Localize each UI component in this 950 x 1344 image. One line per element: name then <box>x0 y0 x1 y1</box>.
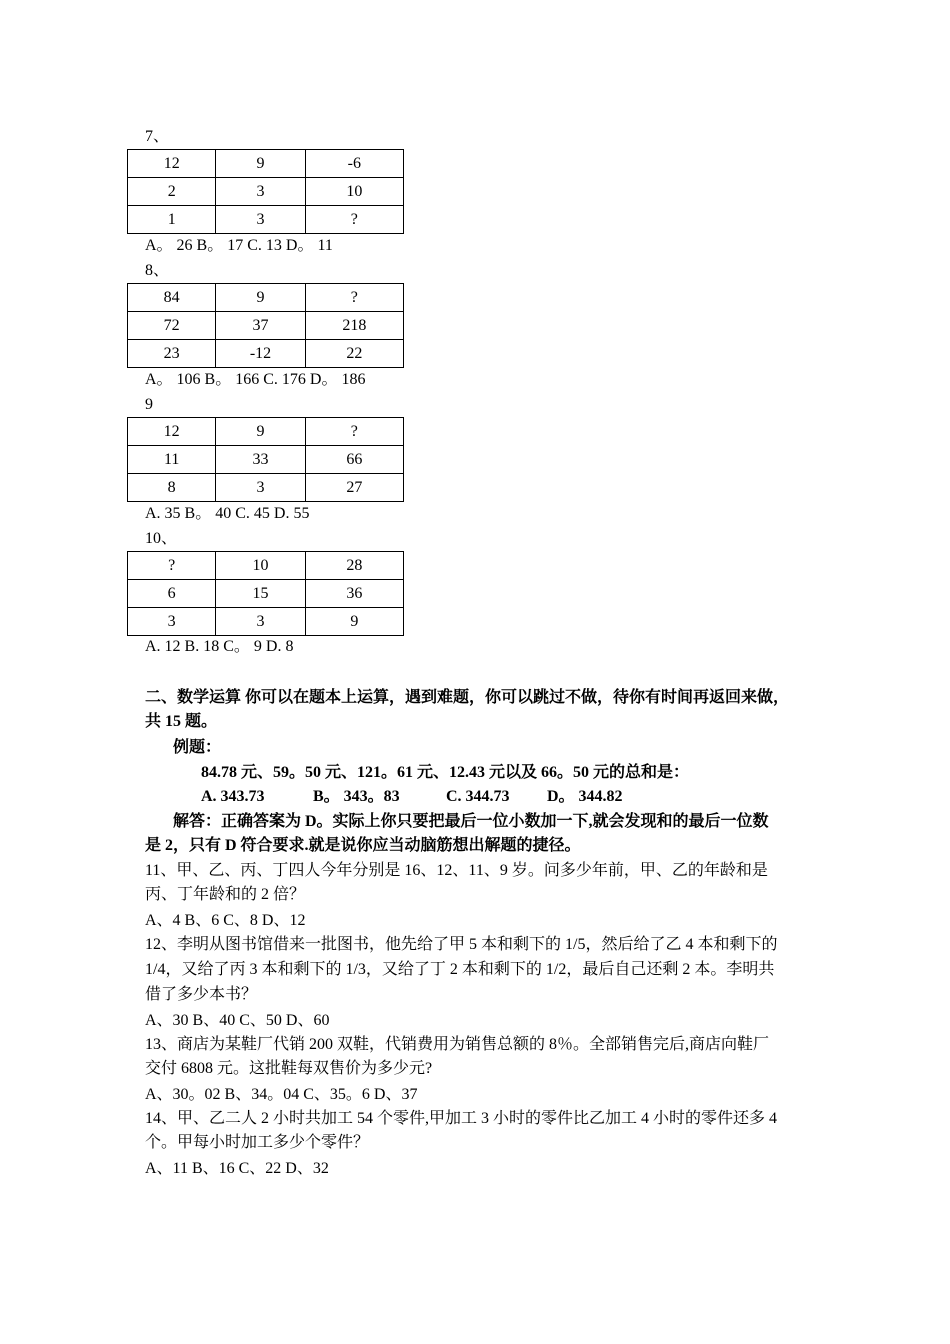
question-10-options: A. 12 B. 18 C。 9 D. 8 <box>145 638 294 655</box>
table-cell: -12 <box>216 340 305 368</box>
table-row <box>128 312 404 340</box>
table-row <box>128 446 404 474</box>
table-row <box>128 340 404 368</box>
table-cell: ? <box>305 418 403 446</box>
table-cell: 1 <box>128 206 216 234</box>
question-11-line-1: 11、甲、乙、丙、丁四人今年分别是 16、12、11、9 岁。问多少年前，甲、乙的年龄和是 <box>145 862 768 879</box>
table-cell: 9 <box>216 150 305 178</box>
example-option-a: A. 343.73 <box>201 788 265 805</box>
example-option-b: B。 343。83 <box>313 788 400 805</box>
question-11-line-2: 丙、丁年龄和的 2 倍？ <box>145 886 306 903</box>
table-row <box>128 580 404 608</box>
table-row <box>128 284 404 312</box>
question-14-line-2: 个。甲每小时加工多少个零件？ <box>145 1134 370 1151</box>
table-cell: 9 <box>216 418 305 446</box>
table-row <box>128 418 404 446</box>
table-cell: 28 <box>305 552 403 580</box>
table-row <box>128 552 404 580</box>
example-option-d: D。 344.82 <box>547 788 623 805</box>
table-cell: 15 <box>216 580 305 608</box>
table-cell: 3 <box>216 206 305 234</box>
table-cell: ? <box>305 206 403 234</box>
question-12-line-1: 12、李明从图书馆借来一批图书，他先给了甲 5 本和剩下的 1/5，然后给了乙 4 本和剩下的 <box>145 936 778 953</box>
question-9-table <box>127 417 404 502</box>
table-cell: 12 <box>128 150 216 178</box>
question-14-line-1: 14、甲、乙二人 2 小时共加工 54 个零件,甲加工 3 小时的零件比乙加工 4 小时的零件还多 4 <box>145 1110 778 1127</box>
answer-line-2: 是 2，只有 D 符合要求.就是说你应当动脑筋想出解题的捷径。 <box>145 837 581 854</box>
answer-line-1: 解答：正确答案为 D。实际上你只要把最后一位小数加一下,就会发现和的最后一位数 <box>173 813 769 830</box>
question-10-table <box>127 551 404 636</box>
table-cell: 3 <box>216 178 305 206</box>
table-cell: 33 <box>216 446 305 474</box>
table-row <box>128 150 404 178</box>
table-row <box>128 608 404 636</box>
table-row <box>128 206 404 234</box>
question-8-label: 8、 <box>145 262 170 279</box>
question-14-options: A、11 B、16 C、22 D、32 <box>145 1160 329 1177</box>
question-9-options: A. 35 B。 40 C. 45 D. 55 <box>145 505 310 522</box>
table-cell: 2 <box>128 178 216 206</box>
table-cell: 3 <box>216 608 305 636</box>
table-cell: 10 <box>305 178 403 206</box>
table-cell: 6 <box>128 580 216 608</box>
table-cell: 10 <box>216 552 305 580</box>
table-cell: ? <box>305 284 403 312</box>
table-row <box>128 474 404 502</box>
question-12-options: A、30 B、40 C、50 D、60 <box>145 1012 330 1029</box>
table-cell: 22 <box>305 340 403 368</box>
question-13-line-1: 13、商店为某鞋厂代销 200 双鞋，代销费用为销售总额的 8％。全部销售完后,商店向鞋厂 <box>145 1036 770 1053</box>
table-row <box>128 178 404 206</box>
question-12-line-3: 借了多少本书？ <box>145 986 258 1003</box>
table-cell: 84 <box>128 284 216 312</box>
table-cell: 3 <box>216 474 305 502</box>
table-cell: 218 <box>305 312 403 340</box>
table-cell: -6 <box>305 150 403 178</box>
table-cell: ? <box>128 552 216 580</box>
table-cell: 37 <box>216 312 305 340</box>
table-cell: 3 <box>128 608 216 636</box>
table-cell: 12 <box>128 418 216 446</box>
question-8-options: A。 106 B。 166 C. 176 D。 186 <box>145 371 366 388</box>
example-label: 例题： <box>173 739 222 756</box>
table-cell: 9 <box>216 284 305 312</box>
table-cell: 66 <box>305 446 403 474</box>
question-9-label: 9 <box>145 396 153 413</box>
question-7-options: A。 26 B。 17 C. 13 D。 11 <box>145 237 333 254</box>
table-cell: 23 <box>128 340 216 368</box>
example-option-c: C. 344.73 <box>446 788 510 805</box>
section-heading-cont: 共 15 题。 <box>145 713 218 730</box>
table-cell: 36 <box>305 580 403 608</box>
table-cell: 11 <box>128 446 216 474</box>
question-12-line-2: 1/4，又给了丙 3 本和剩下的 1/3，又给了丁 2 本和剩下的 1/2，最后自己还剩 2 本。李明共 <box>145 961 775 978</box>
question-13-line-2: 交付 6808 元。这批鞋每双售价为多少元? <box>145 1060 433 1077</box>
question-10-label: 10、 <box>145 530 178 547</box>
question-13-options: A、30。02 B、34。04 C、35。6 D、37 <box>145 1086 418 1103</box>
table-cell: 27 <box>305 474 403 502</box>
table-cell: 72 <box>128 312 216 340</box>
table-cell: 9 <box>305 608 403 636</box>
question-11-options: A、4 B、6 C、8 D、12 <box>145 912 306 929</box>
question-8-table <box>127 283 404 368</box>
section-heading: 二、数学运算 你可以在题本上运算，遇到难题，你可以跳过不做，待你有时间再返回来做， <box>145 689 790 706</box>
question-7-label: 7、 <box>145 128 170 145</box>
example-question: 84.78 元、59。50 元、121。61 元、12.43 元以及 66。50 元的总和是： <box>201 764 690 781</box>
table-cell: 8 <box>128 474 216 502</box>
question-7-table <box>127 149 404 234</box>
